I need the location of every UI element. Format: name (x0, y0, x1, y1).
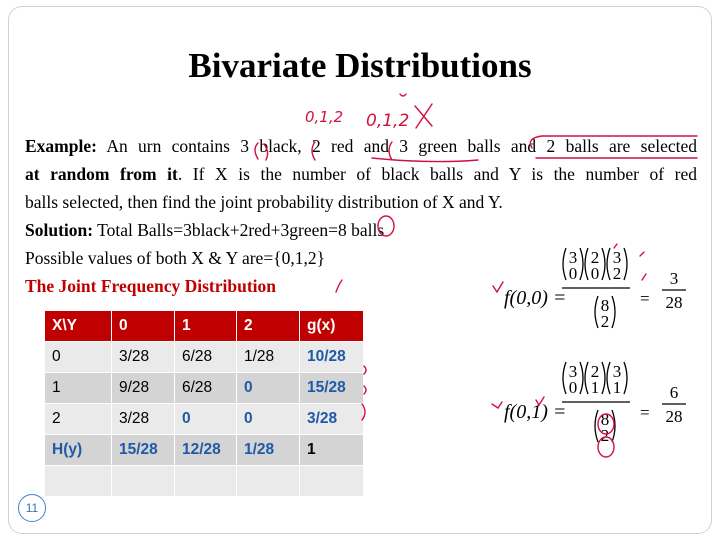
binom-bottom: 2 (612, 264, 622, 283)
table-cell: 6/28 (175, 373, 237, 404)
example-text-2: . If X is the number of black balls and Y is the number of red (177, 164, 698, 184)
formula-f01-lhs: f(0,1) = (504, 401, 567, 423)
binom-top: 2 (590, 248, 600, 267)
example-text-1: An urn contains 3 black, 2 red and 3 green balls and 2 balls are selected (106, 136, 697, 156)
table-header-cell: X\Y (45, 311, 112, 342)
result-den: 28 (665, 407, 683, 426)
result-den: 28 (665, 293, 683, 312)
table-header-cell: 2 (237, 311, 300, 342)
ink-mark (312, 142, 315, 160)
binom-bottom: 1 (612, 378, 622, 397)
table-cell: 15/28 (300, 373, 364, 404)
ink-mark (336, 280, 342, 292)
ink-circle-mark (598, 437, 614, 457)
table-cell: 1 (300, 435, 364, 466)
binom-bottom: 0 (568, 264, 578, 283)
solution-label: Solution: (25, 220, 94, 240)
table-cell: 0 (237, 373, 300, 404)
table-cell: 0 (237, 404, 300, 435)
table-cell: 15/28 (112, 435, 175, 466)
binom-bottom: 2 (600, 426, 610, 445)
table-cell: 3/28 (112, 404, 175, 435)
ink-mark (364, 366, 366, 394)
table-cell: 6/28 (175, 342, 237, 373)
binom-top: 8 (600, 410, 610, 429)
table-cell: 0 (45, 342, 112, 373)
table-header-cell: 1 (175, 311, 237, 342)
binom-bottom: 1 (590, 378, 600, 397)
example-text-2-bold: at random from it (25, 164, 178, 184)
ink-check-mark (492, 402, 502, 408)
table-header-cell: 0 (112, 311, 175, 342)
table-cell: 1 (45, 373, 112, 404)
table-cell: 0 (175, 404, 237, 435)
section-heading: The Joint Frequency Distribution (25, 276, 277, 296)
ink-mark (614, 244, 646, 280)
ink-note-b: 0,1,2 (366, 111, 410, 131)
ink-note-a: 0,1,2 (305, 108, 344, 126)
ink-check-mark (536, 397, 544, 405)
ink-circle-mark (598, 414, 614, 434)
ink-mark (389, 142, 392, 160)
formula-f00-lhs: f(0,0) = (504, 287, 567, 309)
table-cell: 1/28 (237, 342, 300, 373)
result-num: 3 (669, 269, 679, 288)
example-line-3: balls selected, then find the joint probability distribution of X and Y. (25, 192, 503, 212)
example-label: Example: (25, 136, 97, 156)
ink-circle-mark (255, 143, 268, 160)
ink-check-mark (493, 282, 503, 292)
equals-sign: = (640, 289, 650, 308)
binom-top: 3 (568, 362, 578, 381)
result-num: 6 (669, 383, 679, 402)
binom-top: 3 (568, 248, 578, 267)
ink-mark (400, 94, 406, 96)
solution-text: Total Balls=3black+2red+3green=8 balls (97, 220, 385, 240)
table-cell: 2 (45, 404, 112, 435)
ink-underline (530, 136, 697, 148)
binom-top: 3 (612, 362, 622, 381)
page-number: 11 (18, 494, 46, 522)
table-cell: H(y) (45, 435, 112, 466)
binom-top: 8 (600, 296, 610, 315)
ink-circle-mark (378, 216, 394, 236)
binom-top: 2 (590, 362, 600, 381)
table-cell: 3/28 (300, 404, 364, 435)
binom-bottom: 0 (568, 378, 578, 397)
ink-underline (372, 158, 478, 162)
table-cell: 1/28 (237, 435, 300, 466)
binom-bottom: 2 (600, 312, 610, 331)
binom-bottom: 0 (590, 264, 600, 283)
binom-top: 3 (612, 248, 622, 267)
ink-cross-mark (415, 104, 432, 128)
table-cell: 12/28 (175, 435, 237, 466)
table-cell: 10/28 (300, 342, 364, 373)
table-cell: 3/28 (112, 342, 175, 373)
possible-values: Possible values of both X & Y are={0,1,2} (25, 248, 325, 268)
table-header-cell: g(x) (300, 311, 364, 342)
slide-title: Bivariate Distributions (188, 46, 532, 85)
table-cell: 9/28 (112, 373, 175, 404)
ink-mark (362, 404, 365, 420)
equals-sign: = (640, 403, 650, 422)
